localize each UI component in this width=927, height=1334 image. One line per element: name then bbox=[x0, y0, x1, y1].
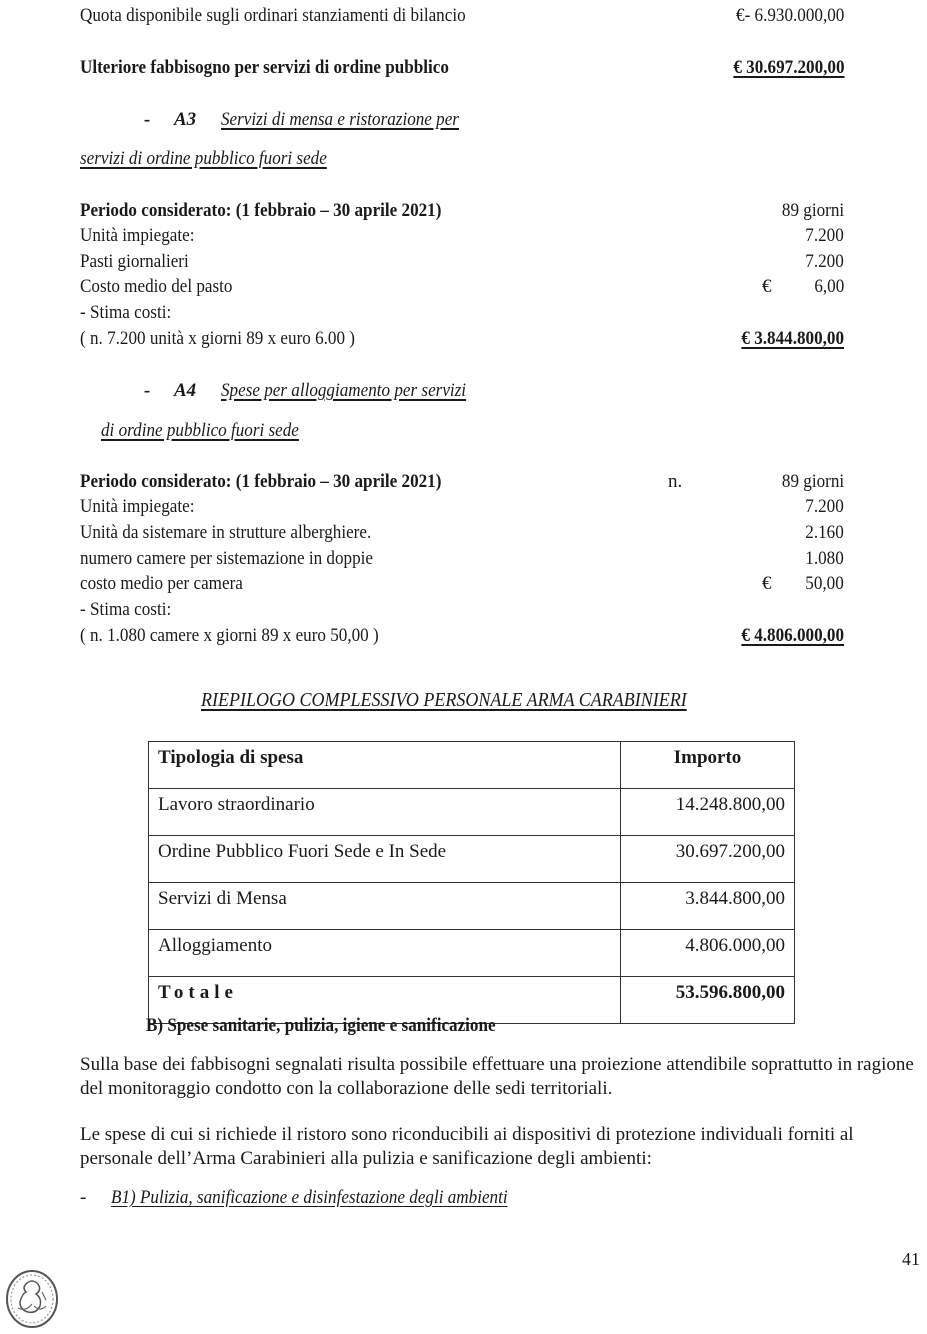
a3-row-value: 7.200 bbox=[805, 225, 844, 246]
a3-row-currency: € bbox=[762, 276, 772, 297]
row-amount: 3.844.800,00 bbox=[621, 883, 795, 930]
official-seal-stamp-icon bbox=[4, 1268, 60, 1330]
a4-title-line2: di ordine pubblico fuori sede bbox=[101, 420, 299, 441]
a3-dash: - bbox=[144, 109, 151, 130]
a4-row-value: 89 giorni bbox=[781, 471, 844, 492]
total-label: Totale bbox=[149, 977, 621, 1024]
quota-label: Quota disponibile sugli ordinari stanziamenti di bilancio bbox=[80, 5, 466, 26]
total-amount: 53.596.800,00 bbox=[621, 977, 795, 1024]
a3-title-line2: servizi di ordine pubblico fuori sede bbox=[80, 148, 327, 169]
a4-row-label: numero camere per sistemazione in doppie bbox=[80, 548, 373, 569]
row-amount: 30.697.200,00 bbox=[621, 836, 795, 883]
a3-row-value: 6,00 bbox=[814, 276, 844, 297]
a4-row-value: 7.200 bbox=[805, 496, 844, 517]
a3-title-line1: Servizi di mensa e ristorazione per bbox=[221, 109, 459, 130]
a3-row-label: - Stima costi: bbox=[80, 302, 172, 323]
summary-table bbox=[148, 741, 795, 1024]
quota-value: €- 6.930.000,00 bbox=[735, 5, 844, 26]
section-b-heading: B) Spese sanitarie, pulizia, igiene e sanificazione bbox=[146, 1015, 496, 1036]
b1-title: B1) Pulizia, sanificazione e disinfestazione degli ambienti bbox=[111, 1187, 508, 1208]
table-row bbox=[149, 930, 795, 977]
summary-title: RIEPILOGO COMPLESSIVO PERSONALE ARMA CARABINIERI bbox=[201, 689, 687, 711]
page-number: 41 bbox=[902, 1249, 920, 1269]
row-label: Alloggiamento bbox=[149, 930, 621, 977]
a4-title-line1: Spese per alloggiamento per servizi bbox=[221, 380, 467, 401]
table-header-row bbox=[149, 742, 795, 789]
a4-row-label: Unità da sistemare in strutture alberghiere. bbox=[80, 522, 372, 543]
ulteriore-value: € 30.697.200,00 bbox=[732, 57, 844, 78]
a4-total-value: € 4.806.000,00 bbox=[741, 625, 844, 646]
a4-code: A4 bbox=[174, 380, 197, 401]
section-b-paragraph-2: Le spese di cui si richiede il ristoro sono riconducibili ai dispositivi di protezione individuali forniti al personale dell’Arma Carabinieri alla pulizia e sanificazione degli ambienti: bbox=[80, 1124, 854, 1169]
table-row bbox=[149, 789, 795, 836]
section-b-paragraph-1: Sulla base dei fabbisogni segnalati risulta possibile effettuare una proiezione attendibile soprattutto in ragione del monitoraggio condotto con la collaborazione delle sedi territoriali. bbox=[80, 1054, 914, 1099]
header-tipologia: Tipologia di spesa bbox=[149, 742, 621, 789]
a4-row-label: - Stima costi: bbox=[80, 599, 172, 620]
ulteriore-label: Ulteriore fabbisogno per servizi di ordine pubblico bbox=[80, 57, 449, 78]
row-label: Servizi di Mensa bbox=[149, 883, 621, 930]
a4-row-label: Unità impiegate: bbox=[80, 496, 195, 517]
a4-row-label: ( n. 1.080 camere x giorni 89 x euro 50,00 ) bbox=[80, 625, 379, 646]
a3-code: A3 bbox=[174, 109, 197, 130]
a4-row-currency: € bbox=[762, 573, 772, 594]
row-label: Lavoro straordinario bbox=[149, 789, 621, 836]
header-importo: Importo bbox=[621, 742, 795, 789]
b1-dash: - bbox=[80, 1187, 87, 1208]
a3-row-value: 7.200 bbox=[805, 251, 844, 272]
a4-dash: - bbox=[144, 380, 151, 401]
row-label: Ordine Pubblico Fuori Sede e In Sede bbox=[149, 836, 621, 883]
a3-row-label: Costo medio del pasto bbox=[80, 276, 233, 297]
a4-row-value: 1.080 bbox=[805, 548, 844, 569]
a3-row-value: 89 giorni bbox=[781, 200, 844, 221]
table-row bbox=[149, 883, 795, 930]
row-amount: 14.248.800,00 bbox=[621, 789, 795, 836]
a4-row-label: Periodo considerato: (1 febbraio – 30 aprile 2021) bbox=[80, 471, 442, 492]
a4-row-prefix: n. bbox=[668, 471, 683, 492]
row-amount: 4.806.000,00 bbox=[621, 930, 795, 977]
a3-total-value: € 3.844.800,00 bbox=[741, 328, 844, 349]
a4-row-value: 50,00 bbox=[805, 573, 844, 594]
table-row bbox=[149, 836, 795, 883]
a3-row-label: ( n. 7.200 unità x giorni 89 x euro 6.00 ) bbox=[80, 328, 355, 349]
a3-row-label: Unità impiegate: bbox=[80, 225, 195, 246]
a3-row-label: Periodo considerato: (1 febbraio – 30 aprile 2021) bbox=[80, 200, 442, 221]
a3-row-label: Pasti giornalieri bbox=[80, 251, 189, 272]
a4-row-value: 2.160 bbox=[805, 522, 844, 543]
a4-row-label: costo medio per camera bbox=[80, 573, 243, 594]
